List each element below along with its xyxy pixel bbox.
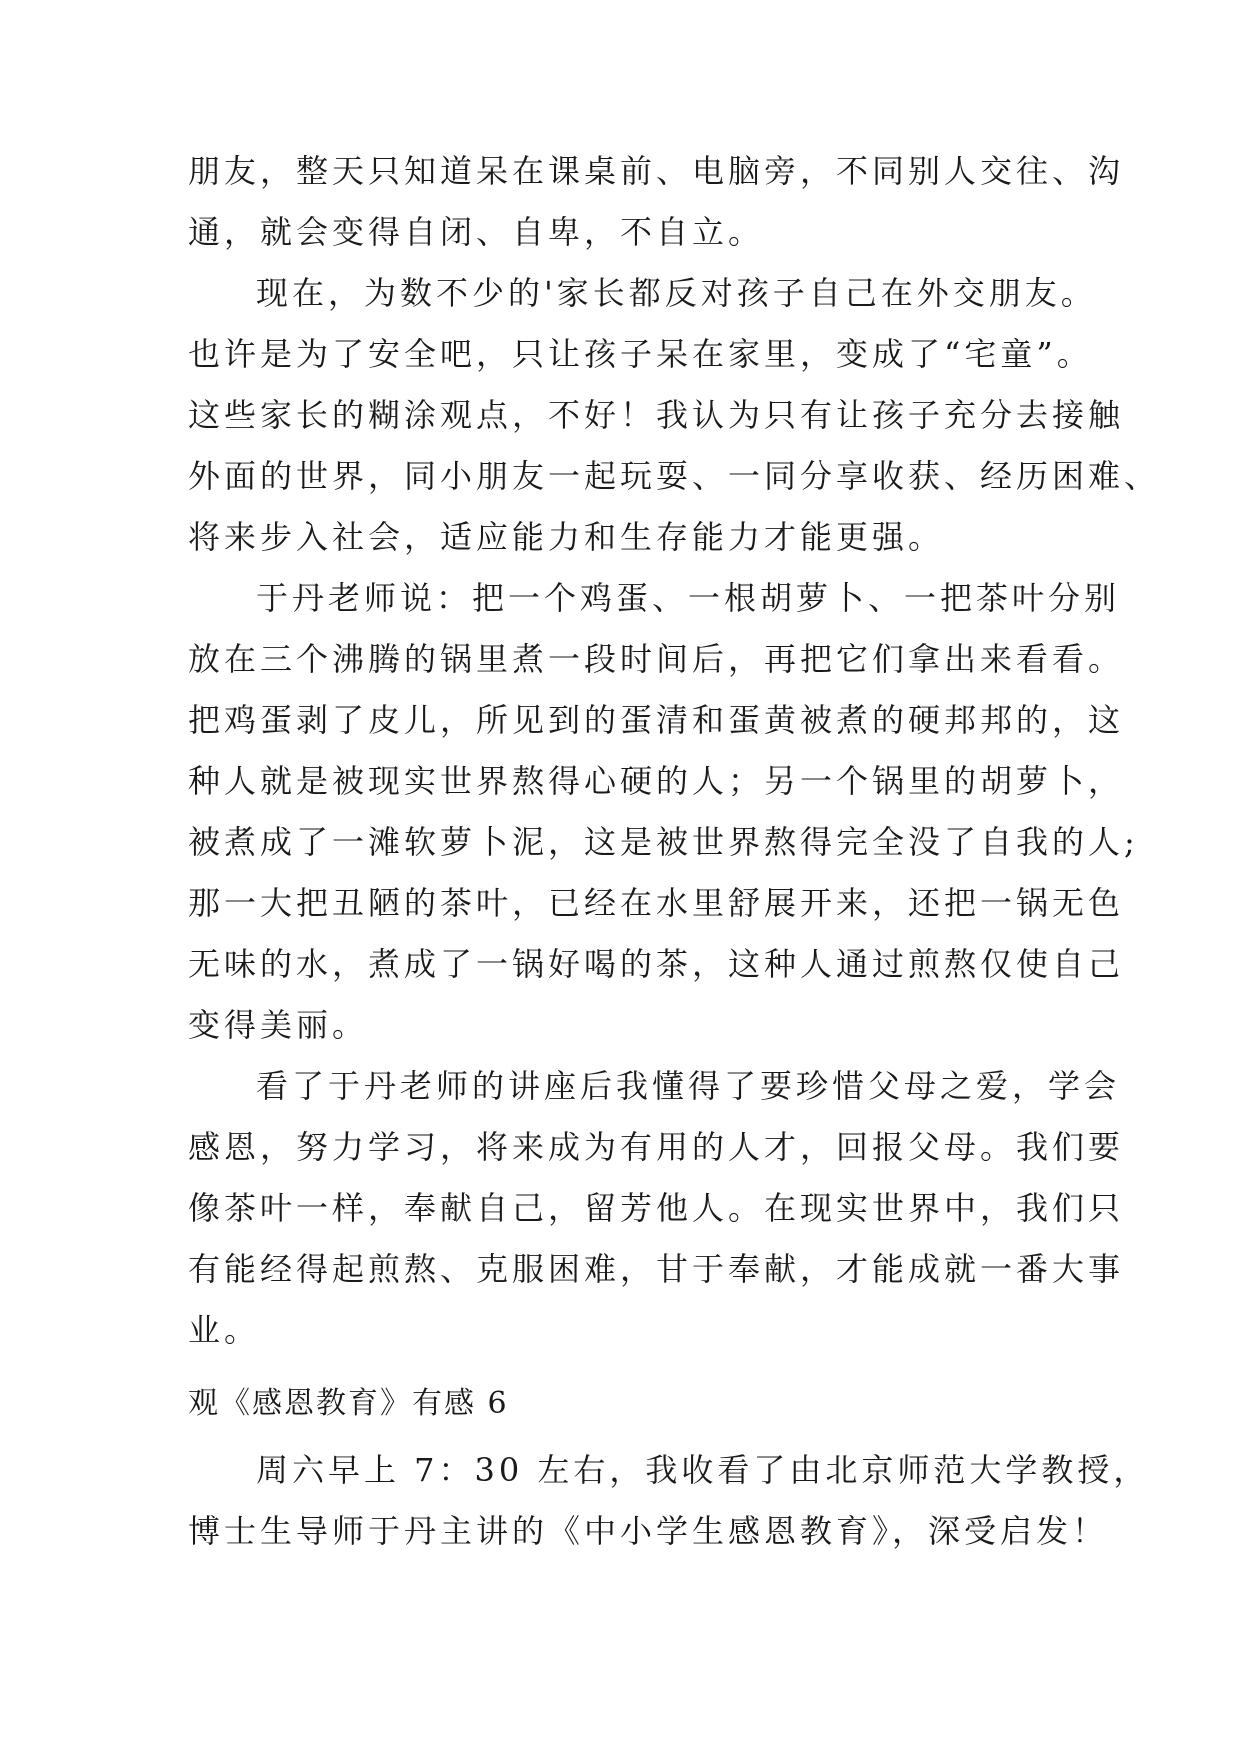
paragraph-4 [188,1056,1125,1361]
paragraph-line: 看了于丹老师的讲座后我懂得了要珍惜父母之爱，学会 [256,1067,1121,1105]
paragraph-line: 像茶叶一样，奉献自己，留芳他人。在现实世界中，我们只 [188,1189,1125,1227]
paragraph-line: 那一大把丑陋的茶叶，已经在水里舒展开来，还把一锅无色 [188,884,1125,922]
paragraph-line: 这些家长的糊涂观点，不好！我认为只有让孩子充分去接触 [188,396,1125,434]
paragraph-line: 变得美丽。 [188,1006,369,1044]
paragraph-line: 周六早上 7：30 左右，我收看了由北京师范大学教授， [256,1451,1150,1489]
paragraph-line: 被煮成了一滩软萝卜泥，这是被世界熬得完全没了自我的人; [188,823,1139,861]
paragraph-line: 无味的水，煮成了一锅好喝的茶，这种人通过煎熬仅使自己 [188,945,1125,983]
paragraph-line: 有能经得起煎熬、克服困难，甘于奉献，才能成就一番大事 [188,1250,1125,1288]
paragraph-5 [188,1440,1150,1562]
paragraph-line: 种人就是被现实世界熬得心硬的人；另一个锅里的胡萝卜， [188,762,1125,800]
paragraph-2 [188,263,1161,568]
paragraph-line: 通，就会变得自闭、自卑，不自立。 [188,213,765,251]
section-heading: 观《感恩教育》有感 6 [188,1386,509,1421]
paragraph-line: 将来步入社会，适应能力和生存能力才能更强。 [188,518,945,556]
paragraph-line: 业。 [188,1311,261,1349]
paragraph-line: 放在三个沸腾的锅里煮一段时间后，再把它们拿出来看看。 [188,640,1125,678]
paragraph-line: 博士生导师于丹主讲的《中小学生感恩教育》，深受启发！ [188,1512,1109,1550]
paragraph-line: 朋友，整天只知道呆在课桌前、电脑旁，不同别人交往、沟 [188,152,1125,190]
paragraph-line: 把鸡蛋剥了皮儿，所见到的蛋清和蛋黄被煮的硬邦邦的，这 [188,701,1125,739]
paragraph-1 [188,141,1125,263]
paragraph-line: 感恩，努力学习，将来成为有用的人才，回报父母。我们要 [188,1128,1125,1166]
paragraph-line: 现在，为数不少的'家长都反对孩子自己在外交朋友。 [256,274,1097,312]
paragraph-line: 也许是为了安全吧，只让孩子呆在家里，变成了“宅童”。 [188,335,1093,373]
paragraph-line: 外面的世界，同小朋友一起玩耍、一同分享收获、经历困难、 [188,457,1161,495]
paragraph-3 [188,568,1139,1056]
paragraph-line: 于丹老师说：把一个鸡蛋、一根胡萝卜、一把茶叶分别 [256,579,1121,617]
